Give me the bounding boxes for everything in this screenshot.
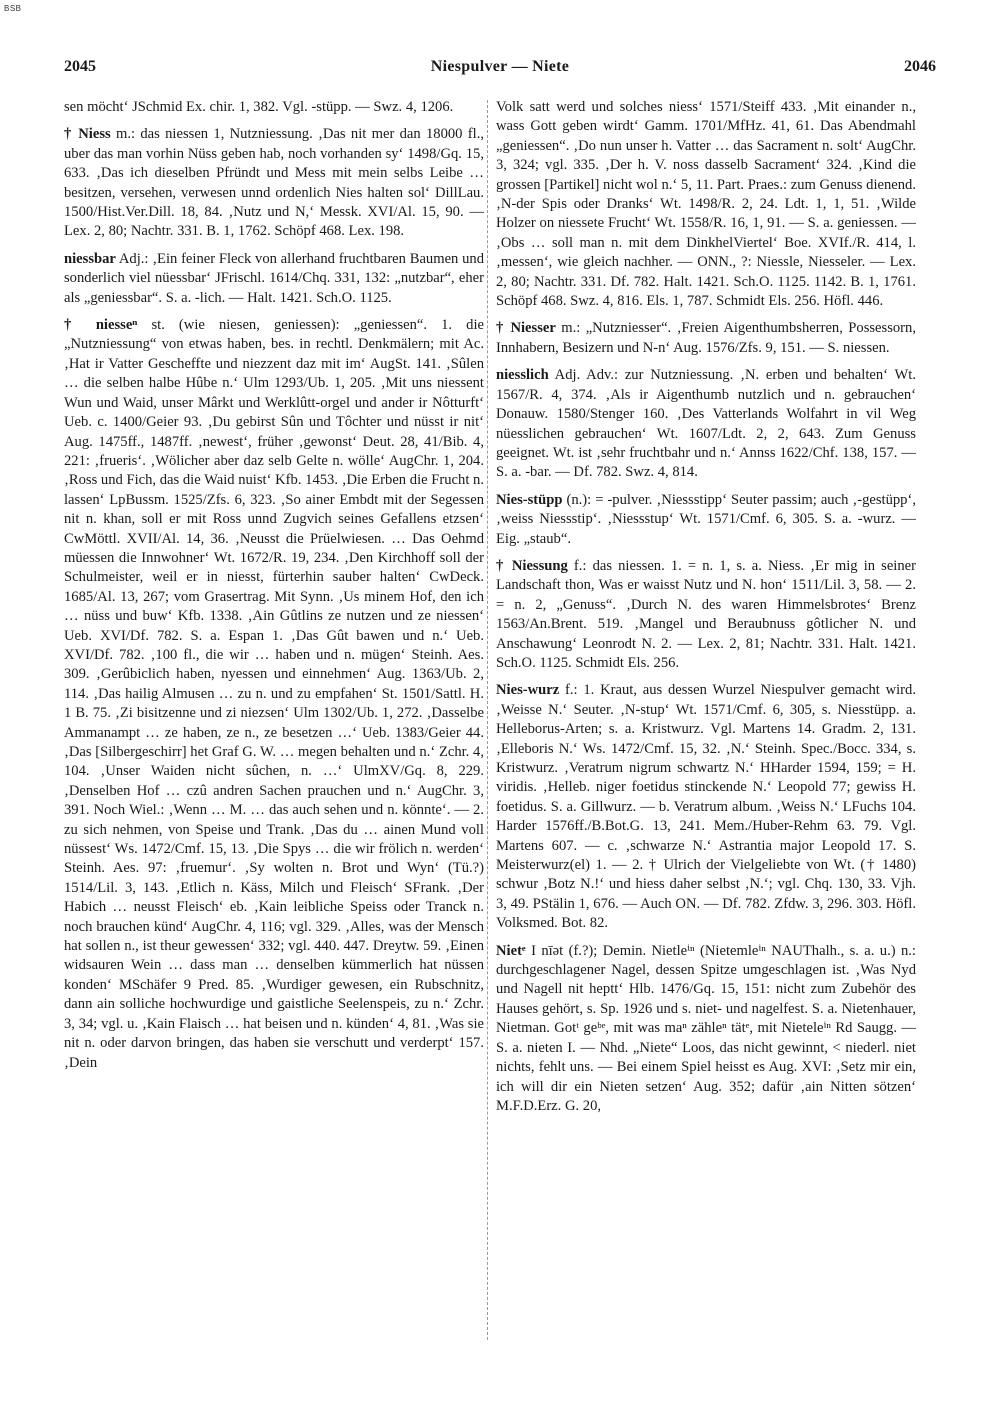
headword: † Niesser [496, 320, 556, 337]
entry-niesslich: niesslich Adj. Adv.: zur Nutzniessung. ‚N. erben und behalten‘ Wt. 1567/R. 4, 374. ‚Als ir Aigenthumb nutzlich und n. gebrauchen‘ Donauw. 1580/Stenger 160. ‚Des Vatterlands Wolfahrt in vil Weg nüesslichen gebrauchen‘ Wt. 1607/Ldt. 2, 2, 643. Zum Genuss geeignet. Wt. ist ‚sehr fruchtbahr und n.‘ Annss 1622/Chf. 138, 157. — S. a. -bar. — Df. 782. Swz. 4, 814. [496, 367, 916, 481]
page-title: Niespulver — Niete [430, 58, 570, 75]
headword: Nies-stüpp [496, 491, 563, 508]
entry-niessung: † Niessung f.: das niessen. 1. = n. 1, s. a. Niess. ‚Er mig in seiner Landschaft thon, Was er waisst Nutz und N. hon‘ 1511/Lil. 3, 58. — 2. = n. 2, „Genuss“. ‚Durch N. des waren Himmelsbrotes‘ Brenz 1563/An.Brent. 519. ‚Mangel und Beraubnuss gôtlicher N. und Anschawung‘ Leonrodt N. 2. — Lex. 2, 81; Nachtr. 331. Halt. 1421. Sch.O. 1125. Schmidt Els. 256. [496, 557, 916, 671]
headword: niessbar [64, 250, 116, 267]
headword: † Niessung [496, 557, 568, 574]
headword: Nietᵉ [496, 942, 526, 959]
column-divider [487, 100, 488, 1340]
entry-niete: Nietᵉ I nīət (f.?); Demin. Nietleⁱⁿ (Nietemleⁱⁿ NAUThalh., s. a. u.) n.: durchgeschlagener Nagel, dessen Spitze umgeschlagen ist. ‚Was Nyd und Nagell nit heptt‘ Hlb. 1476/Gq. 15, 151: nicht zum Zubehör des Hauses gehört, s. Sp. 1926 und s. niet- und nagelfest. S. a. Nietenhauer, Nietman. Gotᵗ geᵇᵉ, mit was maⁿ zähleⁿ tätᵉ, mit Nieteleⁱⁿ Rd Saugg. — S. a. nieten I. — Nhd. „Niete“ Loos, das nicht gewinnt, < niederl. niet nichts, fehlt uns. — Bei einem Spiel heisst es Aug. XVI: ‚Setz mir ein, ich will dir ein Nieten setzen‘ Aug. 352; dafür ‚ain Nitten sötzen‘ M.F.D.Erz. G. 20, [496, 942, 916, 1114]
entry-continuation: Volk satt werd und solches niess‘ 1571/Steiff 433. ‚Mit einander n., wass Gott geben wirdt‘ Gamm. 1701/MfHz. 41, 61. Das Abendmahl „geniessen“. ‚Do nun unser h. Vatter … das Sacrament n. solt‘ AugChr. 3, 324; vgl. 335. ‚Der h. V. noss dasselb Sacrament‘ 324. ‚Kind die grossen [Partikel] nicht wol n.‘ 5, 11. Part. Praes.: zum Genuss dienend. ‚N-der Spis oder Dranks‘ Wt. 1498/R. 2, 24. Ldt. 1, 1, 51. ‚Wilde Holzer on niessete Frucht‘ Wt. 1558/R. 16, 1, 91. — S. a. geniessen. — ‚Obs … soll man n. mit dem DinkhelViertel‘ Boe. XVIf./R. 414, l. ‚messen‘, wie gleich nachher. — ONN., ?: Niessle, Niesseler. — Lex. 2, 80; Nachtr. 331. Df. 782. Halt. 1421. Sch.O. 1125. 1142. B. 1, 1761. Schöpf 468. Swz. 4, 816. Els. 1, 787. Schmidt Els. 256. Höfl. 446. [496, 99, 916, 310]
headword: Nies-wurz [496, 682, 560, 699]
entry-nies-stuepp: Nies-stüpp (n.): = -pulver. ‚Niessstipp‘ Seuter passim; auch ‚-gestüpp‘, ‚weiss Niessstip‘. ‚Niessstup‘ Wt. 1571/Cmf. 6, 305. S. a. -wurz. — Eig. „staub“. [496, 491, 916, 547]
entry-niessbar: niessbar Adj.: ‚Ein feiner Fleck von allerhand fruchtbaren Baumen und sonderlich viel nüessbar‘ JFrischl. 1614/Chq. 331, 132: „nutzbar“, eher als „geniessbar“. S. a. -lich. — Halt. 1421. Sch.O. 1125. [64, 250, 484, 306]
entry-niessen: † niesseⁿ st. (wie niesen, geniessen): „geniessen“. 1. die „Nutzniessung“ von etwas haben, bes. in rechtl. Denkmälern; mit Ac. ‚Hat ir Vatter Gescheffte und niezzent daz mit im‘ AugSt. 141. ‚Sûlen … die selben halbe Hûbe n.‘ Ulm 1293/Ub. 1, 205. ‚Mit uns niessent Wun und Waid, unser Mârkt und Werklûtt-orgel und ander ir Nôtturft‘ Ueb. c. 1400/Geier 93. ‚Du gebirst Sûn und Tôchter und nüsst ir nit‘ Aug. 1475ff., 1487ff. ‚newest‘, früher ‚gewonst‘ Deut. 28, 41/Bib. 4, 221: ‚frueris‘. ‚Wölicher aber daz selb Gelte n. wölle‘ AugChr. 1, 204. ‚Ross und Fich, das die Waid nuist‘ Kfb. 1453. ‚Die Erben die Frucht n. lassen‘ LpBussm. 1525/Zfs. 6, 323. ‚So ainer Embdt mit der Segessen nit n. khan, soll er mit Ross unnd Zugvich seines Gefallens etzsen‘ CwMöttl. XVII/Al. 14, 36. ‚Neusst die Prüelwiesen. … Das Oehmd müessen die Innwohner‘ Wt. 1672/R. 19, 234. ‚Den Kirchhoff soll der Schulmeister, weil er in niesst, fürterhin sauber halten‘ CwDeck. 1685/Al. 13, 267; vom Grasertrag. Mit Synn. ‚Us minem Hof, den ich … nüss und buw‘ Kfb. 1338. ‚Ain Gûtlins ze nutzen und ze niessen‘ Ueb. XVI/Df. 782. S. a. Espan 1. ‚Das Gût bawen und n.‘ Ueb. XVI/Df. 782. ‚100 fl., die wir … haben und n. mügen‘ Steinh. Aes. 309. ‚Gerûbiclich haben, nyessen und einnehmen‘ Aug. 1363/Ub. 2, 114. ‚Das hailig Almusen … zu n. und zu empfahen‘ St. 1501/Sattl. H. 1 B. 75. ‚Zi bisitzenne und zi niezsen‘ Ulm 1302/Ub. 1, 272. ‚Dasselbe Ammanampt … ze haben, ze n., ze besetzen …‘ Ueb. 1383/Geier 44. ‚Das [Silbergeschirr] het Graf G. W. … megen behalten und n.‘ Zchr. 4, 104. ‚Unser Waiden nicht sûchen, n. …‘ UlmXV/Gq. 8, 229. ‚Denselben Hof … czû andren Sachen prauchen und n.‘ AugChr. 3, 391. Noch Wiel.: ‚Wenn … M. … das auch sehen und n. könnte‘. — 2. zu sich nehmen, von Speise und Trank. ‚Das du … ainen Mund voll nüssest‘ Ws. 1472/Cmf. 15, 13. ‚Die Spys … die wir frölich n. werden‘ Steinh. Aes. 97: ‚fruemur‘. ‚Sy wolten n. Brot und Wyn‘ (Tü.?) 1514/Lil. 3, 143. ‚Etlich n. Käss, Milch und Fleisch‘ SFrank. ‚Der Habich … neusst Fleisch‘ eb. ‚Kain leibliche Speiss oder Tranck n. noch brauchen künd‘ AugChr. 4, 116; vgl. 329. ‚Alles, was der Mensch hat sollen n., ist theur gewessen‘ 332; vgl. 440. 447. Dreytw. 59. ‚Einen widsauren Wein … dass man … denselben kümmerlich hat nüssen konden‘ MSchäfer 9 Pred. 85. ‚Wurdiger gewesen, ein Rubschnitz, dann ain solliche hochwurdige und gaistliche Seelenspeis, zu n.‘ Zchr. 3, 34; vgl. u. ‚Kain Flaisch … hat beisen und n. künden‘ 4, 81. ‚Was sie nit n. oder darvon bringen, das haben sie verschutt und verderpt‘ 157. ‚Dein [64, 317, 484, 1071]
right-page-number: 2046 [904, 58, 936, 75]
headword: † niesseⁿ [64, 317, 138, 334]
entry-nies-wurz: Nies-wurz f.: 1. Kraut, aus dessen Wurzel Niespulver gemacht wird. ‚Weisse N.‘ Seuter. ‚N-stup‘ Wt. 1571/Cmf. 6, 305, s. Niesstüpp. a. Helleborus-Arten; s. a. Kristwurz. Vgl. Martens 14. Gradm. 2, 131. ‚Elleboris N.‘ Ws. 1472/Cmf. 15, 32. ‚N.‘ Steinh. Spec./Bocc. 334, s. Kristwurz. ‚Veratrum nigrum schwartz N.‘ HHarder 1594, 159; = H. viridis. ‚Helleb. niger foetidus stinckende N.‘ Leopold 77; gewiss H. foetidus. S. a. Gillwurz. — b. Veratrum album. ‚Weiss N.‘ LFuchs 104. Harder 1576ff./B.Bot.G. 13, 241. Mem./Huber-Rehm 63. 79. Vgl. Martens 607. — c. ‚schwarze N.‘ Astrantia major Leopold 17. S. Meisterwurz(el) 1. — 2. † Ulrich der Vielgeliebte von Wt. († 1480) schwur ‚Botz N.!‘ und hiess daher selbst ‚N.‘; vgl. Chq. 130, 33. Vjh. 3, 49. PStälin 1, 676. — Auch ON. — Df. 782. Zfdw. 3, 296. 303. Höfl. Volksmed. Bot. 82. [496, 682, 916, 932]
left-column [64, 98, 484, 1348]
right-column [496, 98, 916, 1348]
headword: niesslich [496, 367, 549, 384]
entry-niess: † Niess m.: das niessen 1, Nutzniessung. ‚Das nit mer dan 18000 fl., uber das man vorhin Nüss geben hab, noch vorhanden sy‘ 1498/Gq. 15, 633. ‚Das ich dieselben Pfründt und Mess mit mein selbs Leibe … besitzen, versehen, verwesen unnd ordenlich Nies halten sol‘ DillLau. 1500/Hist.Ver.Dill. 18, 84. ‚Nutz und N,‘ Messk. XVI/Al. 15, 90. — Lex. 2, 80; Nachtr. 331. B. 1, 1762. Schöpf 468. Lex. 198. [64, 126, 484, 240]
headword: † Niess [64, 126, 111, 143]
left-page-number: 2045 [64, 58, 96, 75]
page-header [64, 58, 936, 82]
entry-continuation: sen möcht‘ JSchmid Ex. chir. 1, 382. Vgl. -stüpp. — Swz. 4, 1206. [64, 99, 454, 115]
library-stamp: BSB [4, 4, 22, 13]
entry-niesser: † Niesser m.: „Nutzniesser“. ‚Freien Aigenthumbsherren, Possessorn, Innhabern, Besizern und N-n‘ Aug. 1576/Zfs. 9, 151. — S. niessen. [496, 320, 916, 356]
